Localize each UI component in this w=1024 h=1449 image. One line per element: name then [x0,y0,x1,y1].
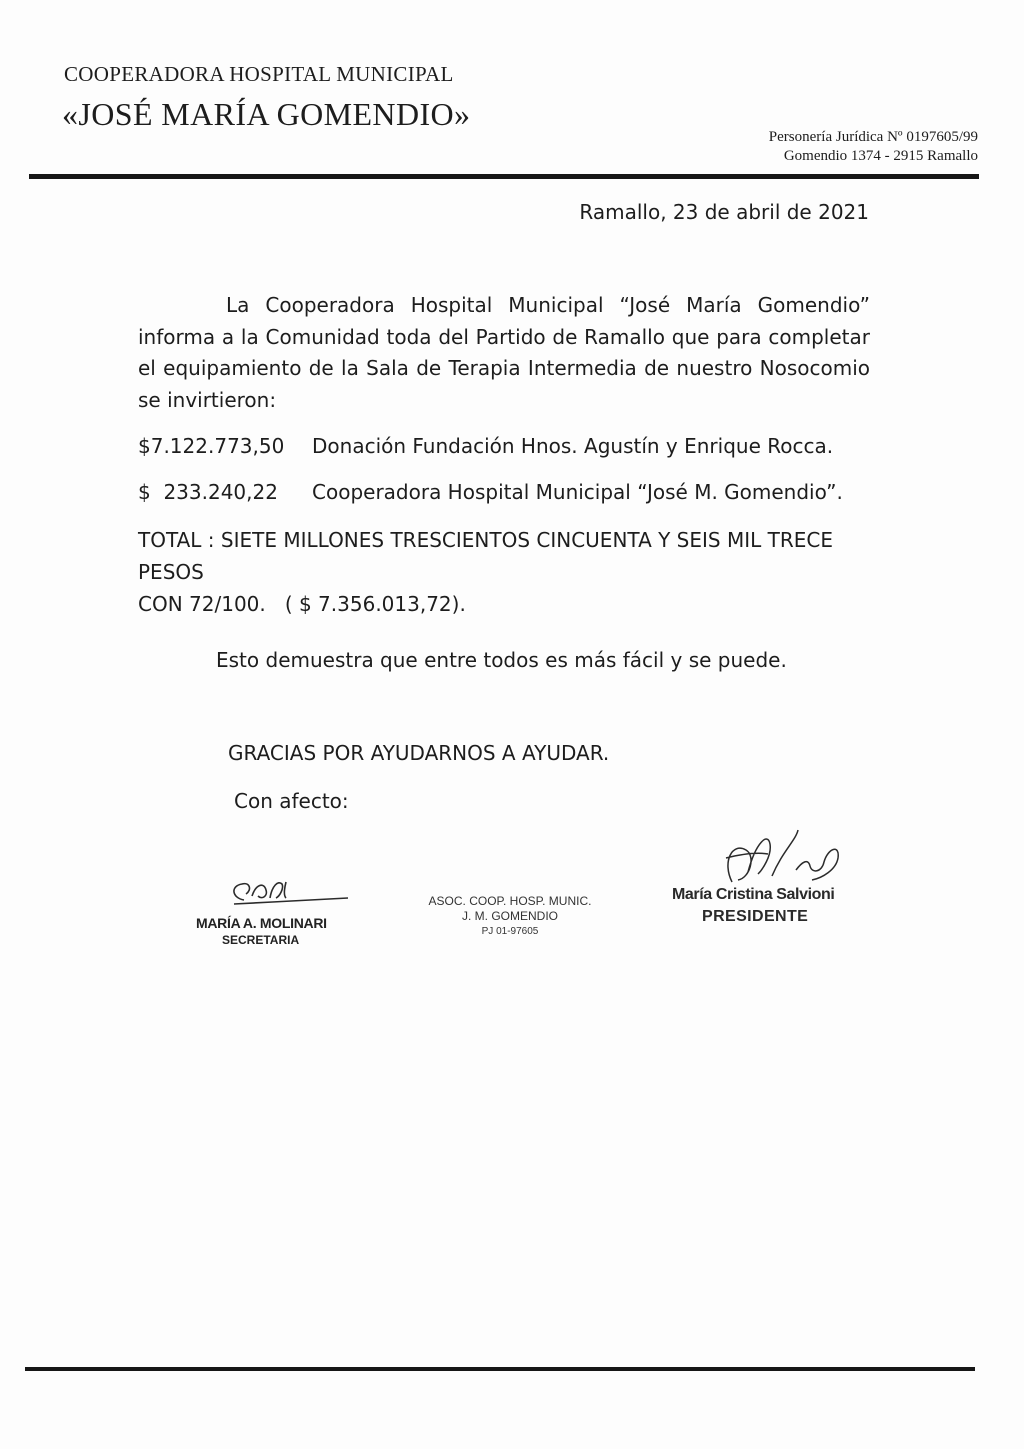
institution-stamp [418,894,602,939]
investment-description: Cooperadora Hospital Municipal “José M. Gomendio”. [312,480,843,504]
secretary-name: MARÍA A. MOLINARI [196,915,327,931]
date-line: Ramallo, 23 de abril de 2021 [579,200,869,224]
investment-row [138,434,833,458]
total-line: CON 72/100. ( $ 7.356.013,72). [138,592,466,616]
organization-name: COOPERADORA HOSPITAL MUNICIPAL [64,62,454,86]
header-rule [29,174,979,179]
legal-info [769,128,978,166]
investment-description: Donación Fundación Hnos. Agustín y Enrique Rocca. [312,434,834,458]
president-role: PRESIDENTE [702,908,809,925]
stamp-line: ASOC. COOP. HOSP. MUNIC. [428,894,592,908]
stamp-line: J. M. GOMENDIO [462,909,558,923]
investment-row [138,480,843,504]
thanks-line: GRACIAS POR AYUDARNOS A AYUDAR. [228,741,610,765]
investment-amount: $7.122.773,50 [138,434,285,458]
body-paragraph: La Cooperadora Hospital Municipal “José María Gomendio” informa a la Comunidad toda del Partido de Ramallo que para completar el equipamiento de la Sala de Terapia Intermedia de nuestro Nosocomio se invirtieron: [138,293,870,412]
secretary-signature [222,876,352,910]
secretary-role: SECRETARIA [222,933,300,947]
affection-line: Con afecto: [234,789,349,813]
hospital-name: «JOSÉ MARÍA GOMENDIO» [62,96,471,132]
total-amount [138,524,878,620]
investment-amount: $ 233.240,22 [138,480,278,504]
total-line: TOTAL : SIETE MILLONES TRESCIENTOS CINCUENTA Y SEIS MIL TRECE PESOS [138,528,833,584]
legal-id: Personería Jurídica Nº 0197605/99 [768,129,978,145]
address: Gomendio 1374 - 2915 Ramallo [783,148,978,164]
closing-sentence: Esto demuestra que entre todos es más fácil y se puede. [216,648,787,672]
president-name: María Cristina Salvioni [672,886,835,903]
president-signature [712,822,852,894]
stamp-line: PJ 01-97605 [481,926,539,937]
footer-rule [25,1367,975,1371]
